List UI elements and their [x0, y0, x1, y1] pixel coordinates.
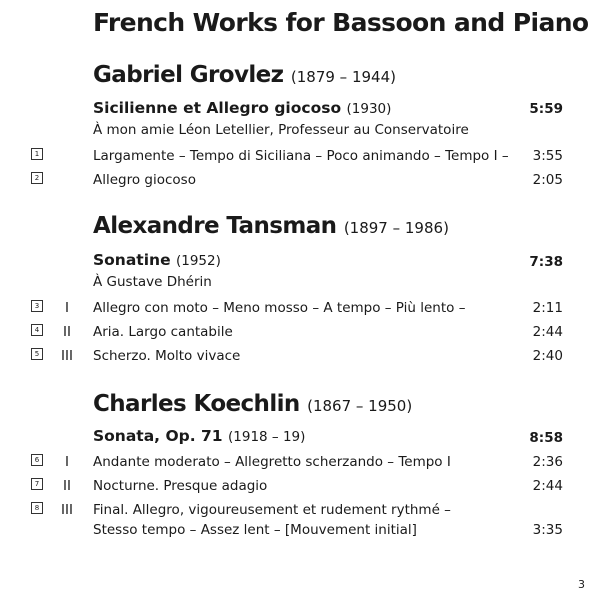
composer-dates: (1867 – 1950): [307, 397, 413, 415]
track-title: Scherzo. Molto vivace: [93, 348, 241, 364]
track-duration: 2:44: [532, 478, 563, 494]
track-title-continued: Stesso tempo – Assez lent – [Mouvement initial]: [93, 522, 417, 538]
work-dedication: À Gustave Dhérin: [93, 274, 212, 290]
work-year: (1930): [346, 101, 392, 117]
track-number: 2: [31, 172, 43, 184]
track-title: Largamente – Tempo di Siciliana – Poco animando – Tempo I –: [93, 148, 509, 164]
work-title: [93, 251, 221, 269]
track-title: Nocturne. Presque adagio: [93, 478, 268, 494]
track-number: 7: [31, 478, 43, 490]
composer-name: Charles Koechlin: [93, 391, 300, 417]
track-title: Final. Allegro, vigoureusement et rudement rythmé –: [93, 502, 451, 518]
work-name: Sicilienne et Allegro giocoso: [93, 99, 342, 117]
composer-heading: [93, 62, 396, 88]
track-duration: 2:36: [532, 454, 563, 470]
work-title: [93, 427, 305, 445]
track-title: Allegro con moto – Meno mosso – A tempo – Più lento –: [93, 300, 466, 316]
movement-numeral: III: [61, 348, 73, 364]
composer-dates: (1879 – 1944): [290, 68, 396, 86]
track-number: 5: [31, 348, 43, 360]
work-year: (1952): [175, 253, 221, 269]
track-number: 4: [31, 324, 43, 336]
page-title: French Works for Bassoon and Piano: [93, 8, 589, 37]
track-number: 3: [31, 300, 43, 312]
composer-heading: [93, 213, 449, 239]
track-title: Andante moderato – Allegretto scherzando – Tempo I: [93, 454, 451, 470]
track-title: Aria. Largo cantabile: [93, 324, 233, 340]
work-dedication: À mon amie Léon Letellier, Professeur au Conservatoire: [93, 122, 469, 138]
work-name: Sonata, Op. 71: [93, 427, 223, 445]
track-title: Allegro giocoso: [93, 172, 196, 188]
work-duration: 8:58: [529, 430, 563, 446]
track-number: 8: [31, 502, 43, 514]
track-duration: 2:11: [532, 300, 563, 316]
composer-name: Alexandre Tansman: [93, 213, 337, 239]
movement-numeral: II: [63, 478, 71, 494]
track-number: 6: [31, 454, 43, 466]
work-duration: 5:59: [529, 101, 563, 117]
track-duration: 3:55: [532, 148, 563, 164]
track-duration: 3:35: [532, 522, 563, 538]
movement-numeral: I: [65, 300, 69, 316]
work-duration: 7:38: [529, 254, 563, 270]
composer-dates: (1897 – 1986): [343, 219, 449, 237]
track-duration: 2:05: [532, 172, 563, 188]
page-number: 3: [578, 578, 585, 591]
track-duration: 2:40: [532, 348, 563, 364]
work-title: [93, 99, 391, 117]
composer-name: Gabriel Grovlez: [93, 62, 284, 88]
movement-numeral: III: [61, 502, 73, 518]
movement-numeral: I: [65, 454, 69, 470]
movement-numeral: II: [63, 324, 71, 340]
work-year: (1918 – 19): [228, 429, 306, 445]
track-number: 1: [31, 148, 43, 160]
composer-heading: [93, 391, 412, 417]
work-name: Sonatine: [93, 251, 171, 269]
track-duration: 2:44: [532, 324, 563, 340]
